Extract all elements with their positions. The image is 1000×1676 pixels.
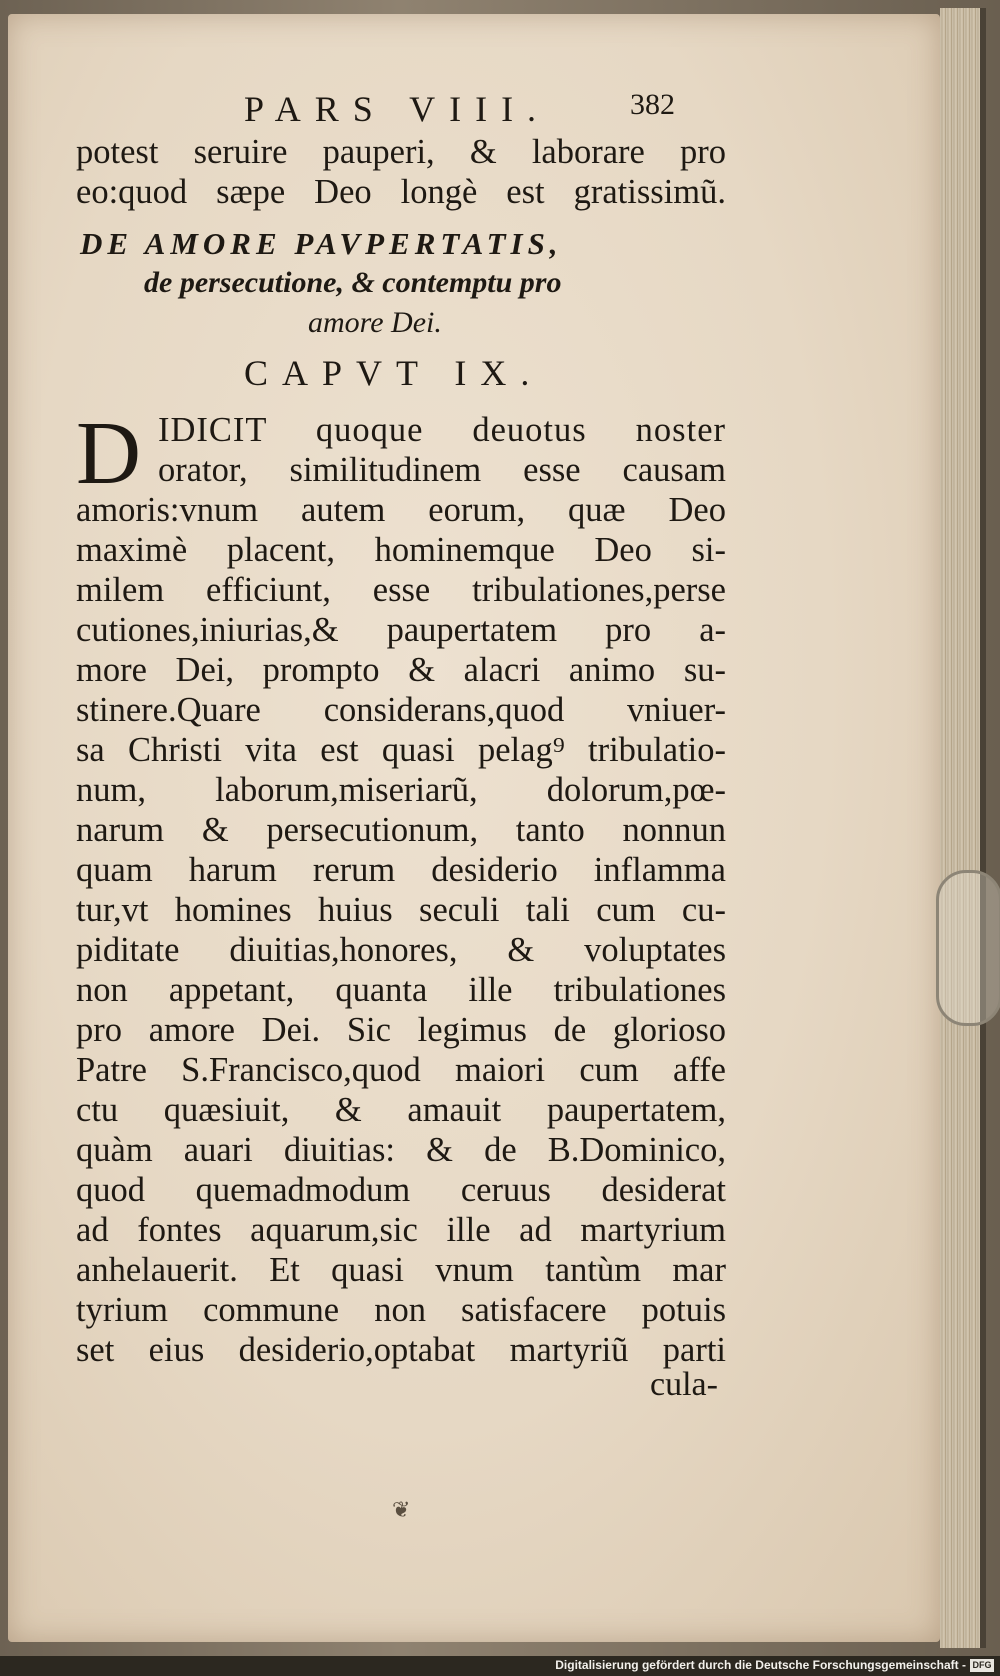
- body-line: stinere.Quare considerans,quod vniuer-: [76, 691, 726, 729]
- body-line: non appetant, quanta ille tribulationes: [76, 971, 726, 1009]
- ornament-icon: ❦: [392, 1498, 411, 1523]
- body-line: sa Christi vita est quasi pelag⁹ tribulatio-: [76, 731, 726, 769]
- digitization-footer: [0, 1656, 1000, 1676]
- intro-line: eo:quod sæpe Deo longè est gratissimũ.: [76, 173, 726, 211]
- book-clasp: [936, 870, 1000, 1026]
- body-line: piditate diuitias,honores, & voluptates: [76, 931, 726, 969]
- catchword: cula-: [650, 1366, 718, 1403]
- chapter-title: CAPVT IX.: [244, 353, 544, 393]
- section-heading-line-3: amore Dei.: [308, 306, 442, 339]
- body-line: set eius desiderio,optabat martyriũ parti: [76, 1331, 726, 1369]
- section-heading-line-2: de persecutione, & contemptu pro: [144, 266, 562, 299]
- body-line: ad fontes aquarum,sic ille ad martyrium: [76, 1211, 726, 1249]
- running-head-title: PARS VIII.: [244, 89, 551, 129]
- book-fore-edge: [940, 8, 986, 1648]
- body-line: orator, similitudinem esse causam: [158, 451, 726, 489]
- body-line: tur,vt homines huius seculi tali cum cu-: [76, 891, 726, 929]
- dfg-logo: DFG: [970, 1659, 994, 1672]
- drop-cap-initial: D: [76, 404, 141, 503]
- body-line: anhelauerit. Et quasi vnum tantùm mar: [76, 1251, 726, 1289]
- body-line: milem efficiunt, esse tribulationes,perse: [76, 571, 726, 609]
- page-number: 382: [630, 88, 675, 121]
- running-head: [76, 88, 726, 132]
- body-line: cutiones,iniurias,& paupertatem pro a-: [76, 611, 726, 649]
- body-line: amoris:vnum autem eorum, quæ Deo: [76, 491, 726, 529]
- section-heading-line-1: DE AMORE PAVPERTATIS,: [80, 226, 563, 261]
- body-line: quod quemadmodum ceruus desiderat: [76, 1171, 726, 1209]
- body-line: quam harum rerum desiderio inflamma: [76, 851, 726, 889]
- footer-credit: Digitalisierung gefördert durch die Deutsche Forschungsgemeinschaft -: [555, 1658, 966, 1672]
- body-line: num, laborum,miseriarũ, dolorum,pœ-: [76, 771, 726, 809]
- body-line: Patre S.Francisco,quod maiori cum affe: [76, 1051, 726, 1089]
- body-line: IDICIT quoque deuotus noster: [158, 411, 726, 449]
- body-line: narum & persecutionum, tanto nonnun: [76, 811, 726, 849]
- body-line: pro amore Dei. Sic legimus de glorioso: [76, 1011, 726, 1049]
- body-line: more Dei, prompto & alacri animo su-: [76, 651, 726, 689]
- body-line: tyrium commune non satisfacere potuis: [76, 1291, 726, 1329]
- intro-line: potest seruire pauperi, & laborare pro: [76, 133, 726, 171]
- body-line: maximè placent, hominemque Deo si-: [76, 531, 726, 569]
- body-line: ctu quæsiuit, & amauit paupertatem,: [76, 1091, 726, 1129]
- body-line: quàm auari diuitias: & de B.Dominico,: [76, 1131, 726, 1169]
